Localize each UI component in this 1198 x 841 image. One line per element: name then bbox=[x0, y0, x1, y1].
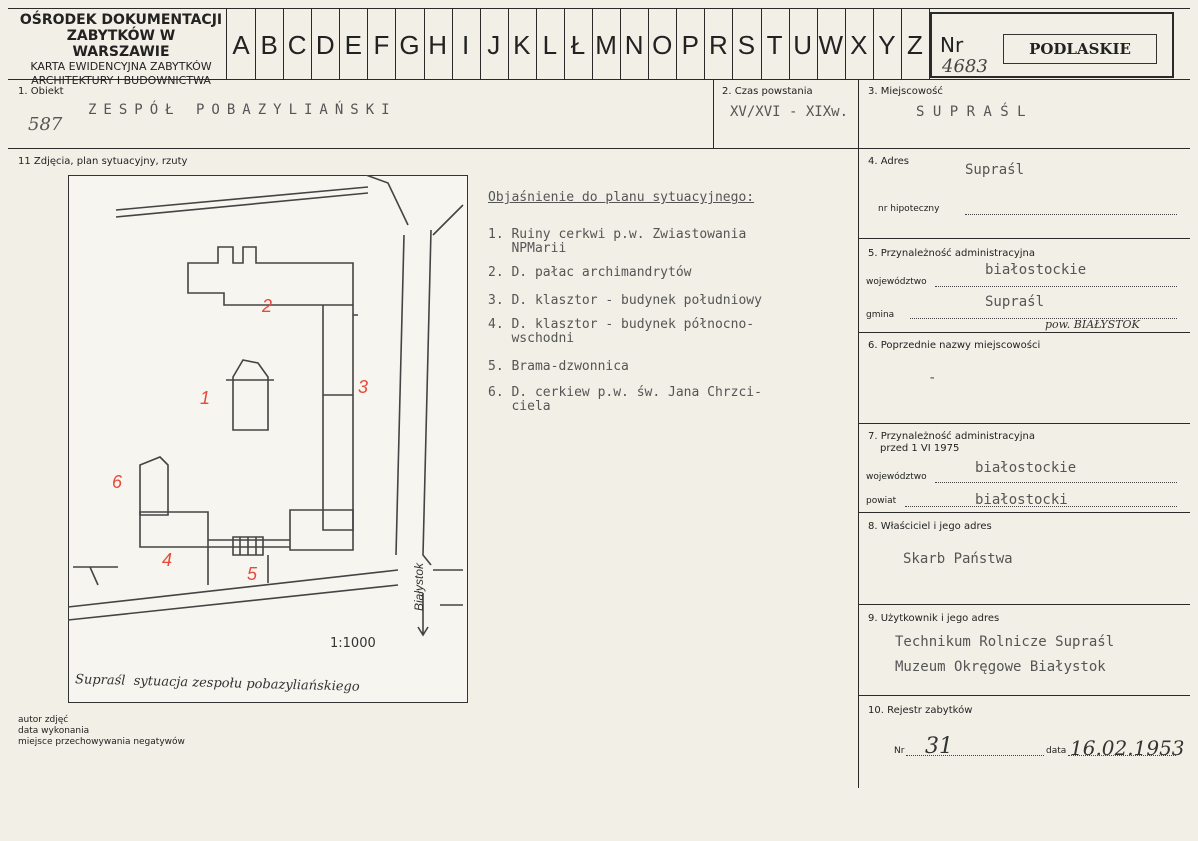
field3-label: 3. Miejscowość bbox=[868, 86, 943, 97]
field2-label: 2. Czas powstania bbox=[722, 86, 813, 97]
legend-item-4: 4. D. klasztor - budynek północno- wschodni bbox=[488, 317, 755, 346]
letter-cell: H bbox=[428, 30, 447, 60]
plan-road-south bbox=[68, 570, 398, 620]
letter-cell: S bbox=[737, 30, 756, 60]
legend-title: Objaśnienie do planu sytuacyjnego: bbox=[488, 190, 755, 205]
letter-cell: R bbox=[709, 30, 728, 60]
field9-label: 9. Użytkownik i jego adres bbox=[868, 613, 1000, 624]
nr-label: Nr bbox=[940, 33, 964, 57]
footer-lines bbox=[18, 715, 185, 748]
plan-road-label: Białystok bbox=[412, 562, 427, 612]
plan-road-north bbox=[116, 187, 368, 217]
field4-dotted-line bbox=[965, 214, 1177, 215]
region-stamp: PODLASKIE bbox=[1003, 34, 1157, 64]
letter-cell: L bbox=[542, 30, 558, 60]
field5-woj-label: województwo bbox=[866, 277, 927, 287]
sep-after-6 bbox=[858, 423, 1190, 424]
legend-item-1: 1. Ruiny cerkwi p.w. Zwiastowania NPMarii bbox=[488, 227, 747, 256]
letter-cell: A bbox=[232, 30, 250, 60]
plan-road-east-a bbox=[423, 230, 431, 565]
plan-building-3 bbox=[323, 305, 358, 530]
plan-wall bbox=[208, 540, 290, 547]
letter-cell: Ł bbox=[570, 30, 586, 60]
plan-north-mark bbox=[73, 567, 118, 585]
row1-divider-b bbox=[858, 79, 859, 148]
sep-after-4 bbox=[858, 238, 1190, 239]
plan-building-4 bbox=[140, 512, 208, 547]
field8-label: 8. Właściciel i jego adres bbox=[868, 521, 992, 532]
letter-cell: B bbox=[260, 30, 278, 60]
letter-cell: C bbox=[287, 30, 307, 60]
field3-value: S U P R A Ś L bbox=[916, 104, 1026, 120]
sep-after-8 bbox=[858, 604, 1190, 605]
field7-label2: przed 1 VI 1975 bbox=[880, 443, 960, 454]
field10-label: 10. Rejestr zabytków bbox=[868, 705, 973, 716]
field7-woj-dotted bbox=[935, 482, 1177, 483]
field1-handwritten-note: 587 bbox=[28, 114, 63, 135]
field5-woj-value: białostockie bbox=[985, 262, 1087, 278]
field4-label: 4. Adres bbox=[868, 156, 909, 167]
row1-bottom-line bbox=[8, 148, 1190, 149]
field6-value: - bbox=[928, 370, 937, 386]
field10-data-dotted bbox=[1068, 755, 1176, 756]
field7-woj-value: białostockie bbox=[975, 460, 1077, 476]
field7-powiat-dotted bbox=[905, 506, 1177, 507]
letter-cell: I bbox=[462, 30, 470, 60]
plan-number-5: 5 bbox=[247, 564, 258, 584]
letter-cell: K bbox=[513, 30, 531, 60]
letter-cell: M bbox=[595, 30, 617, 60]
legend-item-2: 2. D. pałac archimandrytów bbox=[488, 265, 692, 280]
letter-cell: Z bbox=[907, 30, 923, 60]
plan-caption: Supraśl sytuacja zespołu pobazyliańskiego bbox=[74, 672, 360, 695]
sep-after-9 bbox=[858, 695, 1190, 696]
field10-data-label: data bbox=[1046, 746, 1067, 756]
letter-cell: U bbox=[793, 30, 813, 60]
field10-data-value: 16.02.1953 bbox=[1070, 736, 1185, 760]
legend-item-3: 3. D. klasztor - budynek południowy bbox=[488, 293, 762, 308]
institution-line3: KARTA EWIDENCYJNA ZABYTKÓW bbox=[30, 60, 212, 73]
letter-cell: W bbox=[818, 30, 843, 60]
field10-nr-value: 31 bbox=[925, 734, 953, 759]
footer-line3: miejsce przechowywania negatywów bbox=[18, 737, 185, 747]
footer-line1: autor zdjęć bbox=[18, 715, 69, 725]
site-plan-drawing bbox=[68, 175, 468, 703]
field8-value: Skarb Państwa bbox=[903, 551, 1013, 567]
letter-cell: O bbox=[652, 30, 673, 60]
plan-number-2: 2 bbox=[262, 296, 273, 316]
plan-road-south-east bbox=[433, 570, 463, 605]
letter-cell: P bbox=[681, 30, 699, 60]
field7-label: 7. Przynależność administracyjna bbox=[868, 431, 1035, 442]
field7-woj-label: województwo bbox=[866, 472, 927, 482]
field2-value: XV/XVI - XIXw. bbox=[730, 104, 849, 120]
letter-cell: T bbox=[766, 30, 783, 60]
sep-after-5 bbox=[858, 332, 1190, 333]
field7-powiat-label: powiat bbox=[866, 496, 897, 506]
field10-nr-label: Nr bbox=[894, 746, 905, 756]
plan-number-4: 4 bbox=[162, 550, 173, 570]
field1-label: 1. Obiekt bbox=[18, 86, 64, 97]
field9-value1: Technikum Rolnicze Supraśl bbox=[895, 634, 1115, 650]
letter-cell: X bbox=[850, 30, 868, 60]
letter-cell: Y bbox=[878, 30, 896, 60]
field5-woj-dotted bbox=[935, 286, 1177, 287]
legend-item-5: 5. Brama-dzwonnica bbox=[488, 359, 629, 374]
field5-handwritten-note: pow. BIAŁYSTOK bbox=[1045, 318, 1140, 331]
field5-gmina-value: Supraśl bbox=[985, 294, 1045, 310]
letter-cell: N bbox=[624, 30, 644, 60]
nr-handwritten-value: 4683 bbox=[942, 56, 988, 77]
letter-cell: G bbox=[399, 30, 420, 60]
institution-line2: ZABYTKÓW W WARSZAWIE bbox=[66, 28, 176, 60]
plan-number-6: 6 bbox=[112, 472, 123, 492]
institution-block bbox=[18, 12, 224, 88]
field7-powiat-value: białostocki bbox=[975, 492, 1068, 508]
sep-after-7 bbox=[858, 512, 1190, 513]
letter-cell: J bbox=[487, 30, 501, 60]
field1-value: ZESPÓŁ POBAZYLIAŃSKI bbox=[88, 102, 397, 118]
plan-wall-s bbox=[208, 547, 268, 585]
field4-sublabel: nr hipoteczny bbox=[878, 204, 940, 214]
institution-line1: OŚRODEK DOKUMENTACJI bbox=[19, 12, 223, 28]
letter-index-grid bbox=[227, 8, 929, 79]
plan-number-3: 3 bbox=[358, 377, 369, 397]
footer-line2: data wykonania bbox=[18, 726, 90, 736]
plan-road-northeast bbox=[366, 175, 463, 235]
letter-cell: F bbox=[373, 30, 390, 60]
field4-value: Supraśl bbox=[965, 162, 1025, 178]
letter-cell: E bbox=[344, 30, 363, 60]
plan-number-1: 1 bbox=[200, 388, 211, 408]
legend-item-6: 6. D. cerkiew p.w. św. Jana Chrzci- ciela bbox=[488, 385, 762, 414]
field6-label: 6. Poprzednie nazwy miejscowości bbox=[868, 340, 1041, 351]
institution-line4: ARCHITEKTURY I BUDOWNICTWA bbox=[31, 74, 211, 87]
right-column-divider bbox=[858, 148, 859, 788]
field5-gmina-label: gmina bbox=[866, 310, 895, 320]
field10-nr-dotted bbox=[906, 755, 1044, 756]
plan-road-east-b bbox=[396, 235, 404, 555]
field9-value2: Muzeum Okręgowe Białystok bbox=[895, 659, 1106, 675]
row1-divider-a bbox=[713, 79, 714, 148]
field5-label: 5. Przynależność administracyjna bbox=[868, 248, 1035, 259]
letter-cell: D bbox=[315, 30, 335, 60]
plan-church-1 bbox=[226, 360, 274, 430]
field11-label: 11 Zdjęcia, plan sytuacyjny, rzuty bbox=[18, 156, 188, 167]
plan-building-6 bbox=[140, 457, 168, 515]
plan-scale: 1:1000 bbox=[330, 636, 376, 651]
